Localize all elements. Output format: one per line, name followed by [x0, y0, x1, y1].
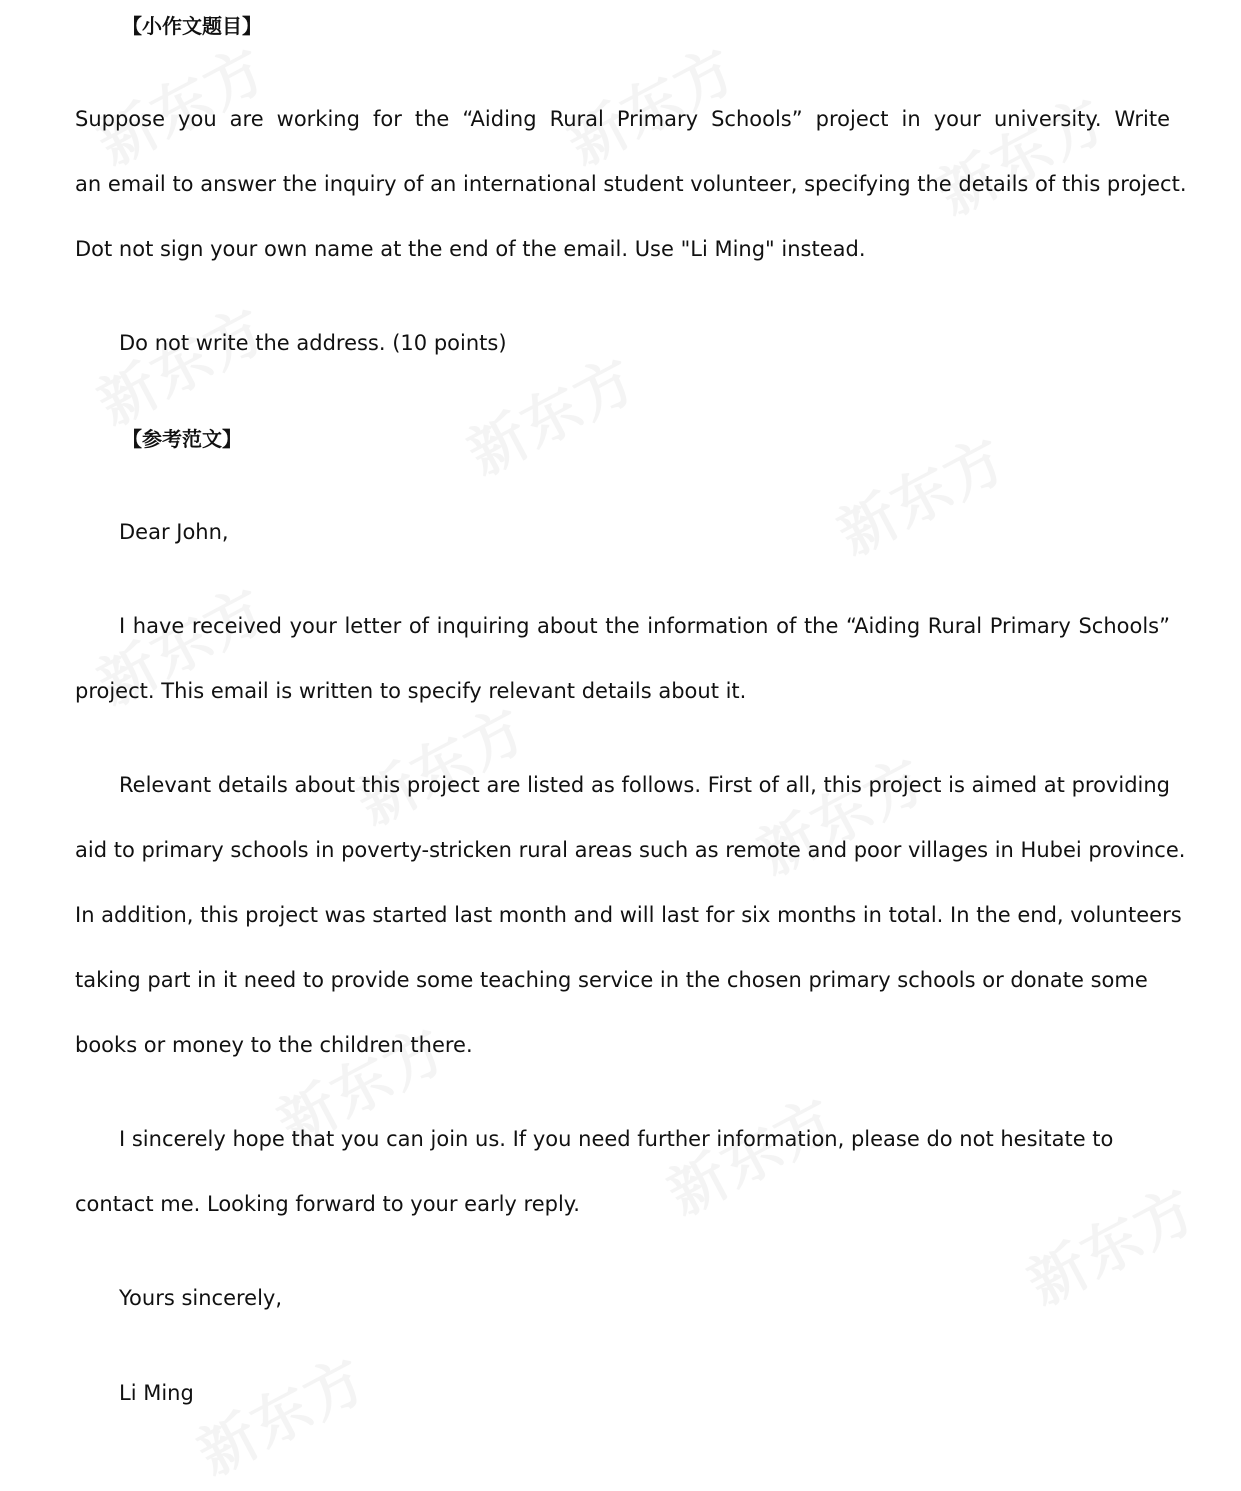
- letter-paragraph-line: I sincerely hope that you can join us. If you need further information, please do not hesitate to: [119, 1127, 1114, 1151]
- prompt-line: Suppose you are working for the “Aiding Rural Primary Schools” project in your university. Write: [75, 107, 1170, 131]
- prompt-line: an email to answer the inquiry of an international student volunteer, specifying the details of this project.: [75, 172, 1187, 196]
- sample-heading: 【参考范文】: [122, 427, 242, 451]
- letter-paragraph-line: project. This email is written to specify relevant details about it.: [75, 679, 747, 703]
- letter-closing: Yours sincerely,: [119, 1286, 283, 1310]
- prompt-line: Do not write the address. (10 points): [119, 331, 507, 355]
- letter-paragraph-line: Relevant details about this project are listed as follows. First of all, this project is aimed at providing: [119, 773, 1170, 797]
- letter-salutation: Dear John,: [119, 520, 229, 544]
- prompt-heading: 【小作文题目】: [122, 14, 262, 38]
- letter-paragraph-line: taking part in it need to provide some teaching service in the chosen primary schools or donate some: [75, 968, 1148, 992]
- letter-paragraph-line: books or money to the children there.: [75, 1033, 473, 1057]
- prompt-line: Dot not sign your own name at the end of the email. Use "Li Ming" instead.: [75, 237, 866, 261]
- letter-paragraph-line: contact me. Looking forward to your early reply.: [75, 1192, 580, 1216]
- letter-paragraph-line: In addition, this project was started last month and will last for six months in total. In the end, volunteers: [75, 903, 1182, 927]
- letter-paragraph-line: aid to primary schools in poverty-stricken rural areas such as remote and poor villages in Hubei province.: [75, 838, 1186, 862]
- letter-paragraph-line: I have received your letter of inquiring about the information of the “Aiding Rural Primary Schools”: [119, 614, 1170, 638]
- letter-signature: Li Ming: [119, 1381, 194, 1405]
